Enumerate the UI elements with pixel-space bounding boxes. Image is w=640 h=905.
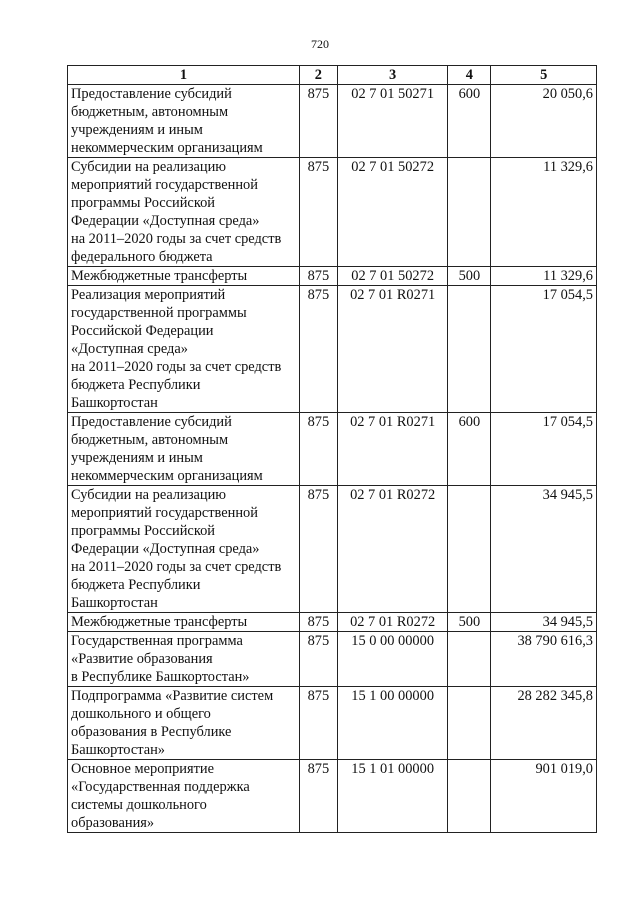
cell-name-line: Подпрограмма «Развитие систем [71,688,274,704]
cell-name [68,486,300,613]
cell-ved: 875 [299,687,337,760]
cell-amount: 28 282 345,8 [491,687,597,760]
cell-vr [448,760,491,833]
cell-name-line: в Республике Башкортостан» [71,669,250,685]
cell-ved: 875 [299,158,337,267]
cell-amount: 901 019,0 [491,760,597,833]
cell-name-line: «Развитие образования [71,651,213,667]
cell-csr: 15 0 00 00000 [337,632,448,687]
cell-csr: 02 7 01 50272 [337,158,448,267]
cell-name-line: Башкортостан [71,595,158,611]
cell-ved: 875 [299,286,337,413]
cell-ved: 875 [299,85,337,158]
table-row [68,687,597,760]
cell-name [68,632,300,687]
cell-vr: 500 [448,613,491,632]
cell-name-line: Субсидии на реализацию [71,159,227,175]
cell-vr: 500 [448,267,491,286]
table-row [68,613,597,632]
cell-vr [448,286,491,413]
cell-name-line: «Доступная среда» [71,341,188,357]
cell-name [68,158,300,267]
cell-amount: 17 054,5 [491,286,597,413]
cell-amount: 20 050,6 [491,85,597,158]
cell-csr: 02 7 01 R0271 [337,286,448,413]
cell-name-line: Предоставление субсидий [71,86,232,102]
cell-amount: 17 054,5 [491,413,597,486]
cell-name-line: образования в Республике [71,724,232,740]
cell-name-line: учреждениям и иным [71,122,203,138]
header-row [68,66,597,85]
cell-name-line: бюджетным, автономным [71,104,229,120]
cell-name-line: учреждениям и иным [71,450,203,466]
header-col-2: 2 [299,66,337,85]
cell-name-line: Основное мероприятие [71,761,215,777]
cell-name-line: Государственная программа [71,633,243,649]
cell-name-line: «Государственная поддержка [71,779,250,795]
cell-name-line: на 2011–2020 годы за счет средств [71,559,282,575]
cell-name [68,687,300,760]
cell-ved: 875 [299,760,337,833]
cell-name-line: на 2011–2020 годы за счет средств [71,231,282,247]
cell-vr: 600 [448,413,491,486]
cell-ved: 875 [299,267,337,286]
cell-name-line: некоммерческим организациям [71,468,263,484]
cell-name-line: бюджетным, автономным [71,432,229,448]
cell-name-line: государственной программы [71,305,247,321]
cell-name-line: Башкортостан [71,395,158,411]
cell-csr: 15 1 00 00000 [337,687,448,760]
cell-ved: 875 [299,613,337,632]
cell-csr: 15 1 01 00000 [337,760,448,833]
cell-csr: 02 7 01 R0271 [337,413,448,486]
table-row [68,632,597,687]
cell-csr: 02 7 01 R0272 [337,613,448,632]
cell-name-line: Предоставление субсидий [71,414,232,430]
cell-csr: 02 7 01 50272 [337,267,448,286]
header-col-1: 1 [68,66,300,85]
cell-name-line: Межбюджетные трансферты [71,614,248,630]
cell-name-line: на 2011–2020 годы за счет средств [71,359,282,375]
table-row [68,158,597,267]
cell-name [68,613,300,632]
table-row [68,286,597,413]
table-row [68,267,597,286]
cell-name-line: Реализация мероприятий [71,287,226,303]
budget-table [67,65,597,833]
table-row [68,413,597,486]
cell-vr [448,632,491,687]
page-number: 720 [311,37,329,51]
cell-amount: 34 945,5 [491,486,597,613]
cell-ved: 875 [299,413,337,486]
cell-name-line: Межбюджетные трансферты [71,268,248,284]
cell-vr [448,158,491,267]
cell-name [68,85,300,158]
cell-vr [448,687,491,760]
cell-vr: 600 [448,85,491,158]
header-col-3: 3 [337,66,448,85]
cell-name [68,413,300,486]
cell-name-line: программы Российской [71,523,215,539]
table-body [68,85,597,833]
cell-vr [448,486,491,613]
cell-name-line: программы Российской [71,195,215,211]
cell-name-line: бюджета Республики [71,577,201,593]
header-col-4: 4 [448,66,491,85]
cell-name [68,267,300,286]
cell-amount: 11 329,6 [491,158,597,267]
table-row [68,486,597,613]
cell-csr: 02 7 01 R0272 [337,486,448,613]
cell-name-line: Субсидии на реализацию [71,487,227,503]
table-header [68,66,597,85]
cell-name-line: некоммерческим организациям [71,140,263,156]
cell-name-line: Башкортостан» [71,742,165,758]
cell-amount: 38 790 616,3 [491,632,597,687]
cell-ved: 875 [299,486,337,613]
cell-name-line: системы дошкольного [71,797,207,813]
cell-name-line: Федерации «Доступная среда» [71,213,260,229]
cell-name-line: федерального бюджета [71,249,213,265]
cell-name [68,286,300,413]
table-row [68,85,597,158]
table-row [68,760,597,833]
cell-ved: 875 [299,632,337,687]
cell-name-line: мероприятий государственной [71,505,258,521]
cell-name [68,760,300,833]
cell-name-line: дошкольного и общего [71,706,211,722]
header-col-5: 5 [491,66,597,85]
cell-amount: 11 329,6 [491,267,597,286]
cell-name-line: образования» [71,815,155,831]
cell-name-line: Федерации «Доступная среда» [71,541,260,557]
cell-name-line: бюджета Республики [71,377,201,393]
cell-csr: 02 7 01 50271 [337,85,448,158]
cell-name-line: Российской Федерации [71,323,214,339]
cell-name-line: мероприятий государственной [71,177,258,193]
cell-amount: 34 945,5 [491,613,597,632]
